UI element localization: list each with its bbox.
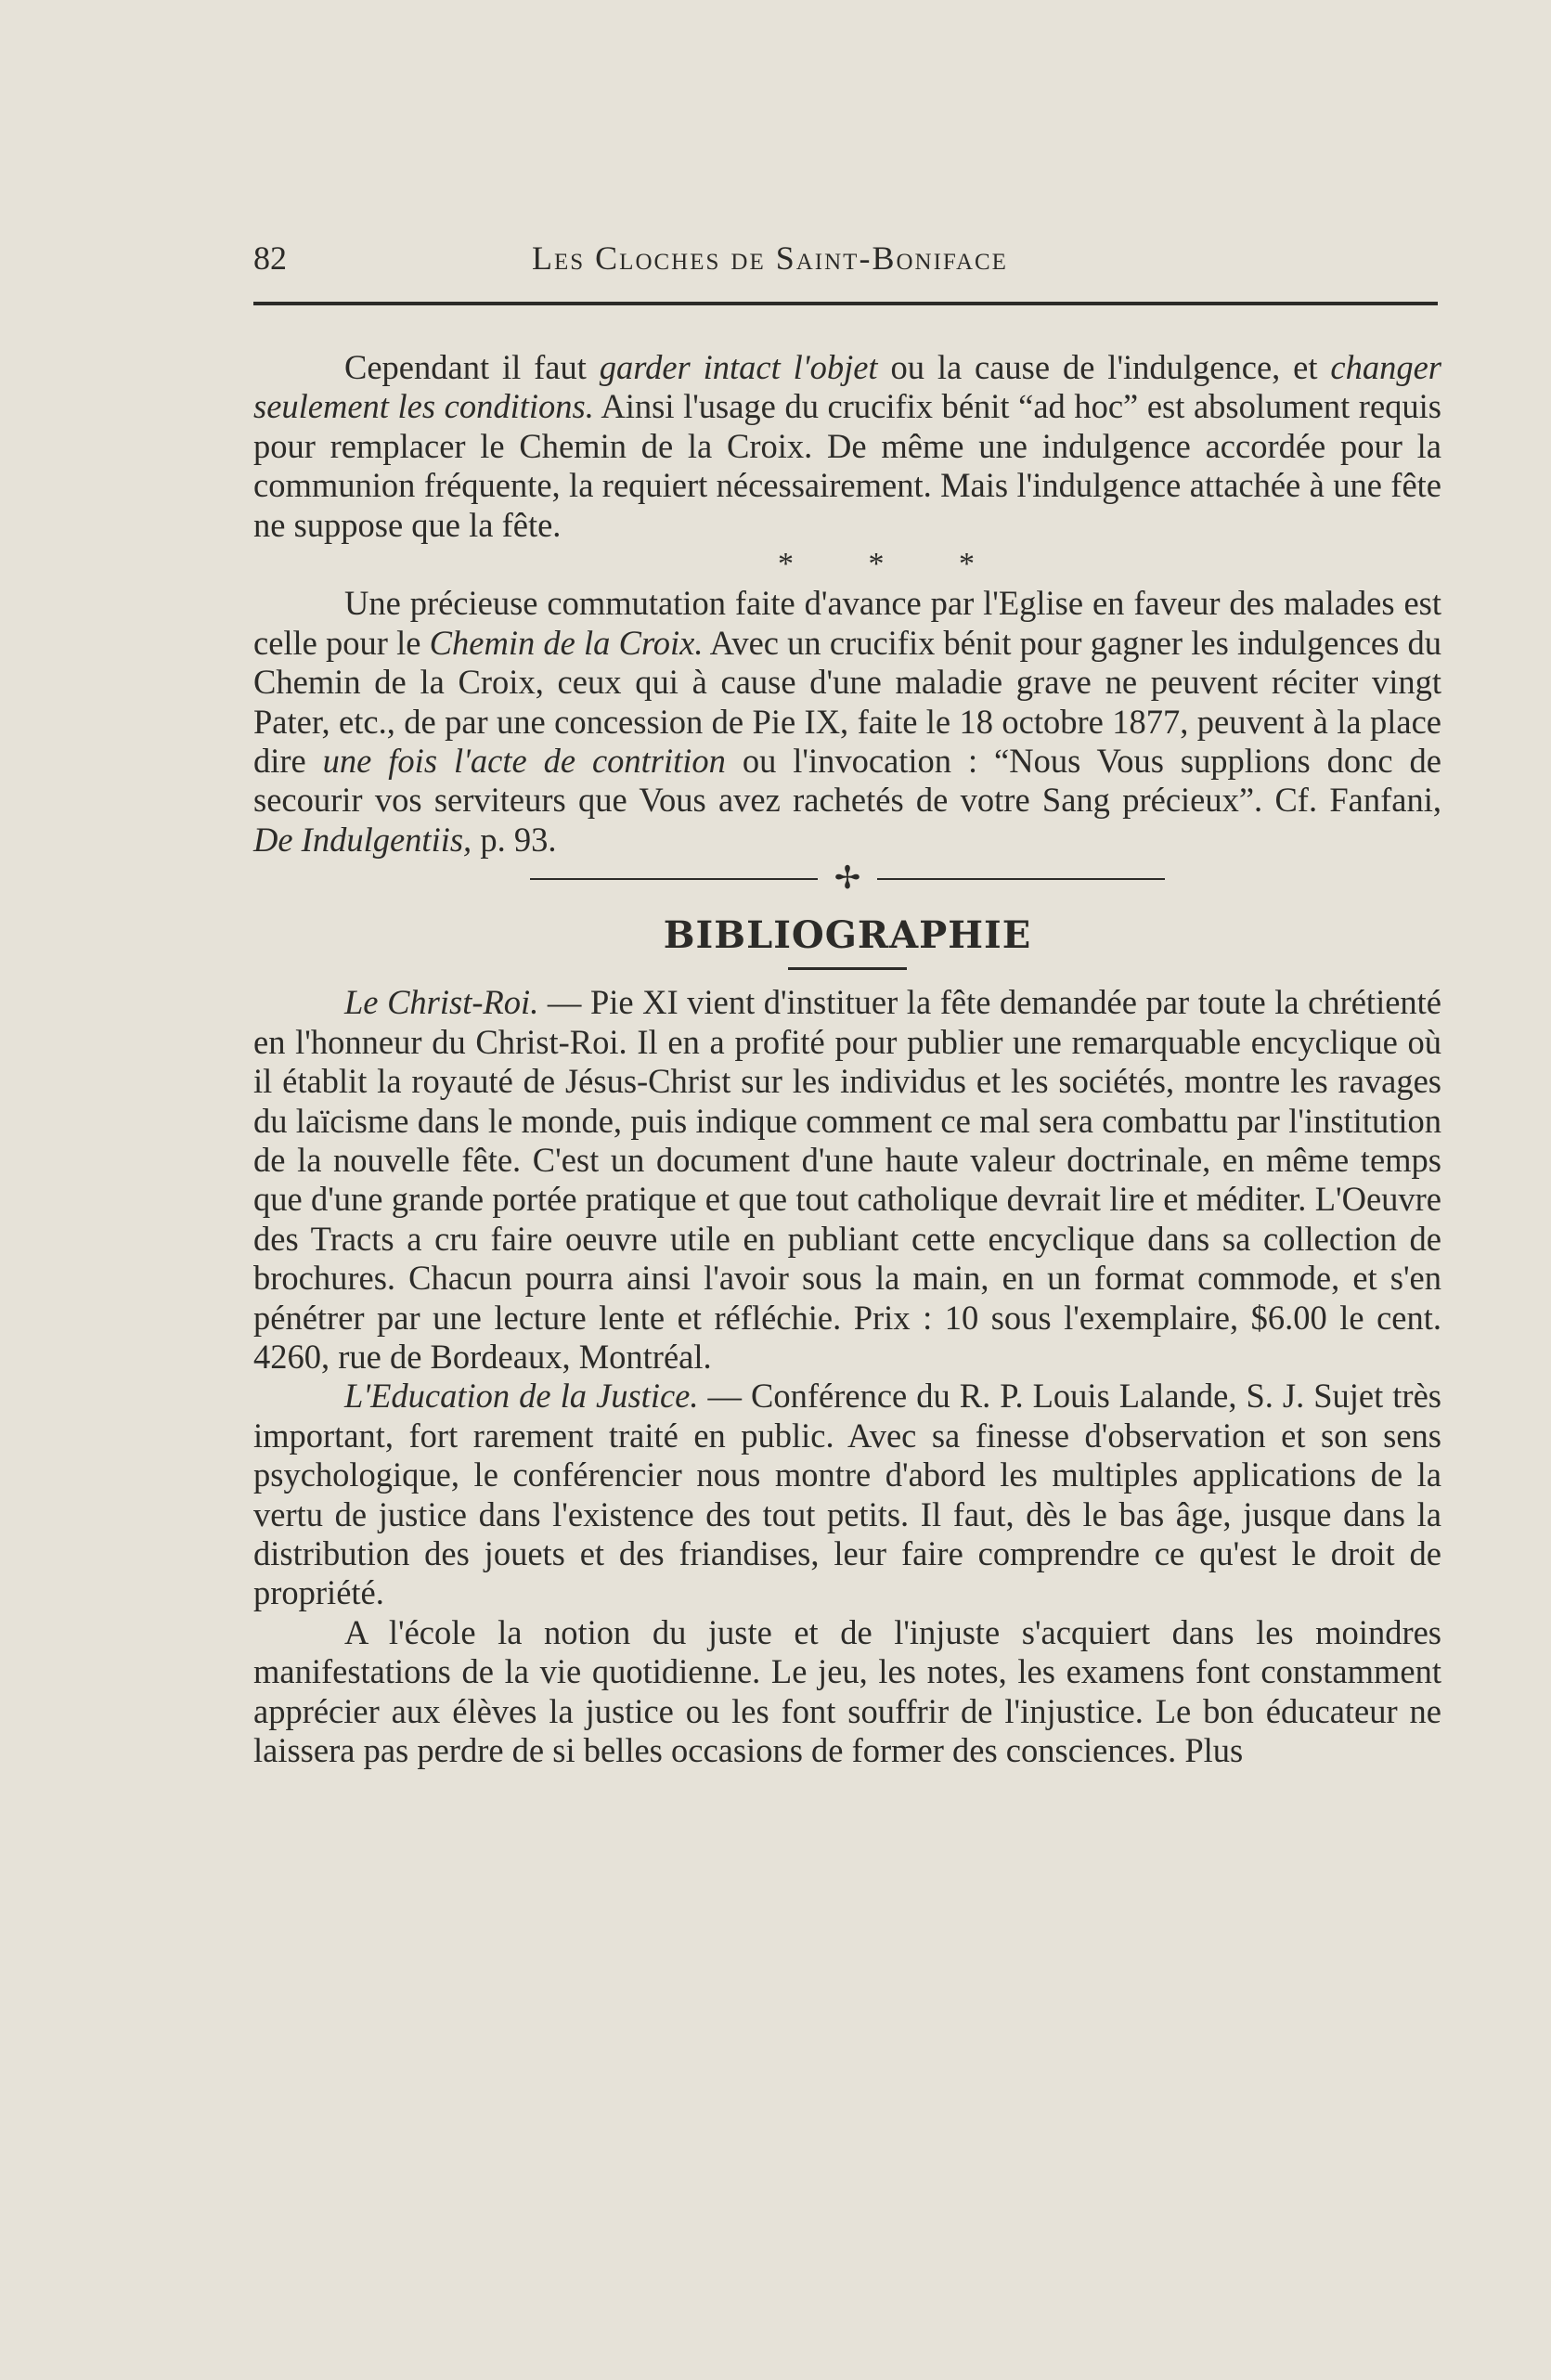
page-header bbox=[253, 235, 1438, 281]
heading-rule bbox=[788, 967, 907, 970]
paragraph-commutation: Une précieuse commutation faite d'avance par l'Eglise en faveur des malades est celle pour le Chemin de la Croix. Avec un crucifix bénit pour gagner les indulgences du Chemin de la Croix, ceux qui à cause d'une maladie grave ne peuvent réciter vingt Pater, etc., de par une concession de Pie IX, faite le 18 octobre 1877, peuvent à la place dire une fois l'acte de contrition ou l'invocation : “Nous Vous supplions donc de secourir vos serviteurs que Vous avez rachetés de votre Sang précieux”. Cf. Fanfani, De Indulgentiis, p. 93. bbox=[253, 584, 1441, 859]
paragraph-indulgence-conditions: Cependant il faut garder intact l'objet ou la cause de l'indulgence, et changer seulement les conditions. Ainsi l'usage du crucifix bénit “ad hoc” est absolument requis pour remplacer le Chemin de la Croix. De même une indulgence accordée pour la communion fréquente, la requiert nécessairement. Mais l'indulgence attachée à une fête ne suppose que la fête. bbox=[253, 348, 1441, 544]
cross-icon: ✢ bbox=[834, 861, 861, 897]
running-title: Les Cloches de Saint-Boniface bbox=[532, 239, 1008, 277]
ornament-left-rule bbox=[530, 878, 818, 880]
asterism-separator: * * * bbox=[778, 547, 1008, 582]
ornament-right-rule bbox=[877, 878, 1165, 880]
page-body bbox=[253, 348, 1441, 1770]
paragraph-christ-roi: Le Christ-Roi. — Pie XI vient d'instituer la fête demandée par toute la chrétienté en l'honneur du Christ-Roi. Il en a profité pour publier une remarquable encyclique où il établit la royauté de Jésus-Christ sur les individus et les sociétés, montre les ravages du laïcisme dans le monde, puis indique comment ce mal sera combattu par l'institution de la nouvelle fête. C'est un document d'une haute valeur doctrinale, en même temps que d'une grande portée pratique et que tout catholique devrait lire et méditer. L'Oeuvre des Tracts a cru faire oeuvre utile en publiant cette encyclique dans sa collection de brochures. Chacun pourra ainsi l'avoir sous la main, en un format commode, et s'en pénétrer par une lecture lente et réfléchie. Prix : 10 sous l'exemplaire, $6.00 le cent. 4260, rue de Bordeaux, Montréal. bbox=[253, 983, 1441, 1376]
section-ornament bbox=[253, 860, 1441, 899]
section-heading: BIBLIOGRAPHIE bbox=[663, 913, 1032, 958]
header-rule bbox=[253, 302, 1438, 305]
paragraph-ecole: A l'école la notion du juste et de l'injuste s'acquiert dans les moindres manifestations de la vie quotidienne. Le jeu, les notes, les examens font constamment apprécier aux élèves la justice ou les font souffrir de l'injustice. Le bon éducateur ne laissera pas perdre de si belles occasions de former des consciences. Plus bbox=[253, 1612, 1441, 1769]
page-number: 82 bbox=[253, 239, 287, 277]
paragraph-education-justice: L'Education de la Justice. — Conférence du R. P. Louis Lalande, S. J. Sujet très important, fort rarement traité en public. Avec sa finesse d'observation et son sens psychologique, le conférencier nous montre d'abord les multiples applications de la vertu de justice dans l'existence des tout petits. Il faut, dès le bas âge, jusque dans la distribution des jouets et des friandises, leur faire comprendre ce qu'est le droit de propriété. bbox=[253, 1377, 1441, 1612]
